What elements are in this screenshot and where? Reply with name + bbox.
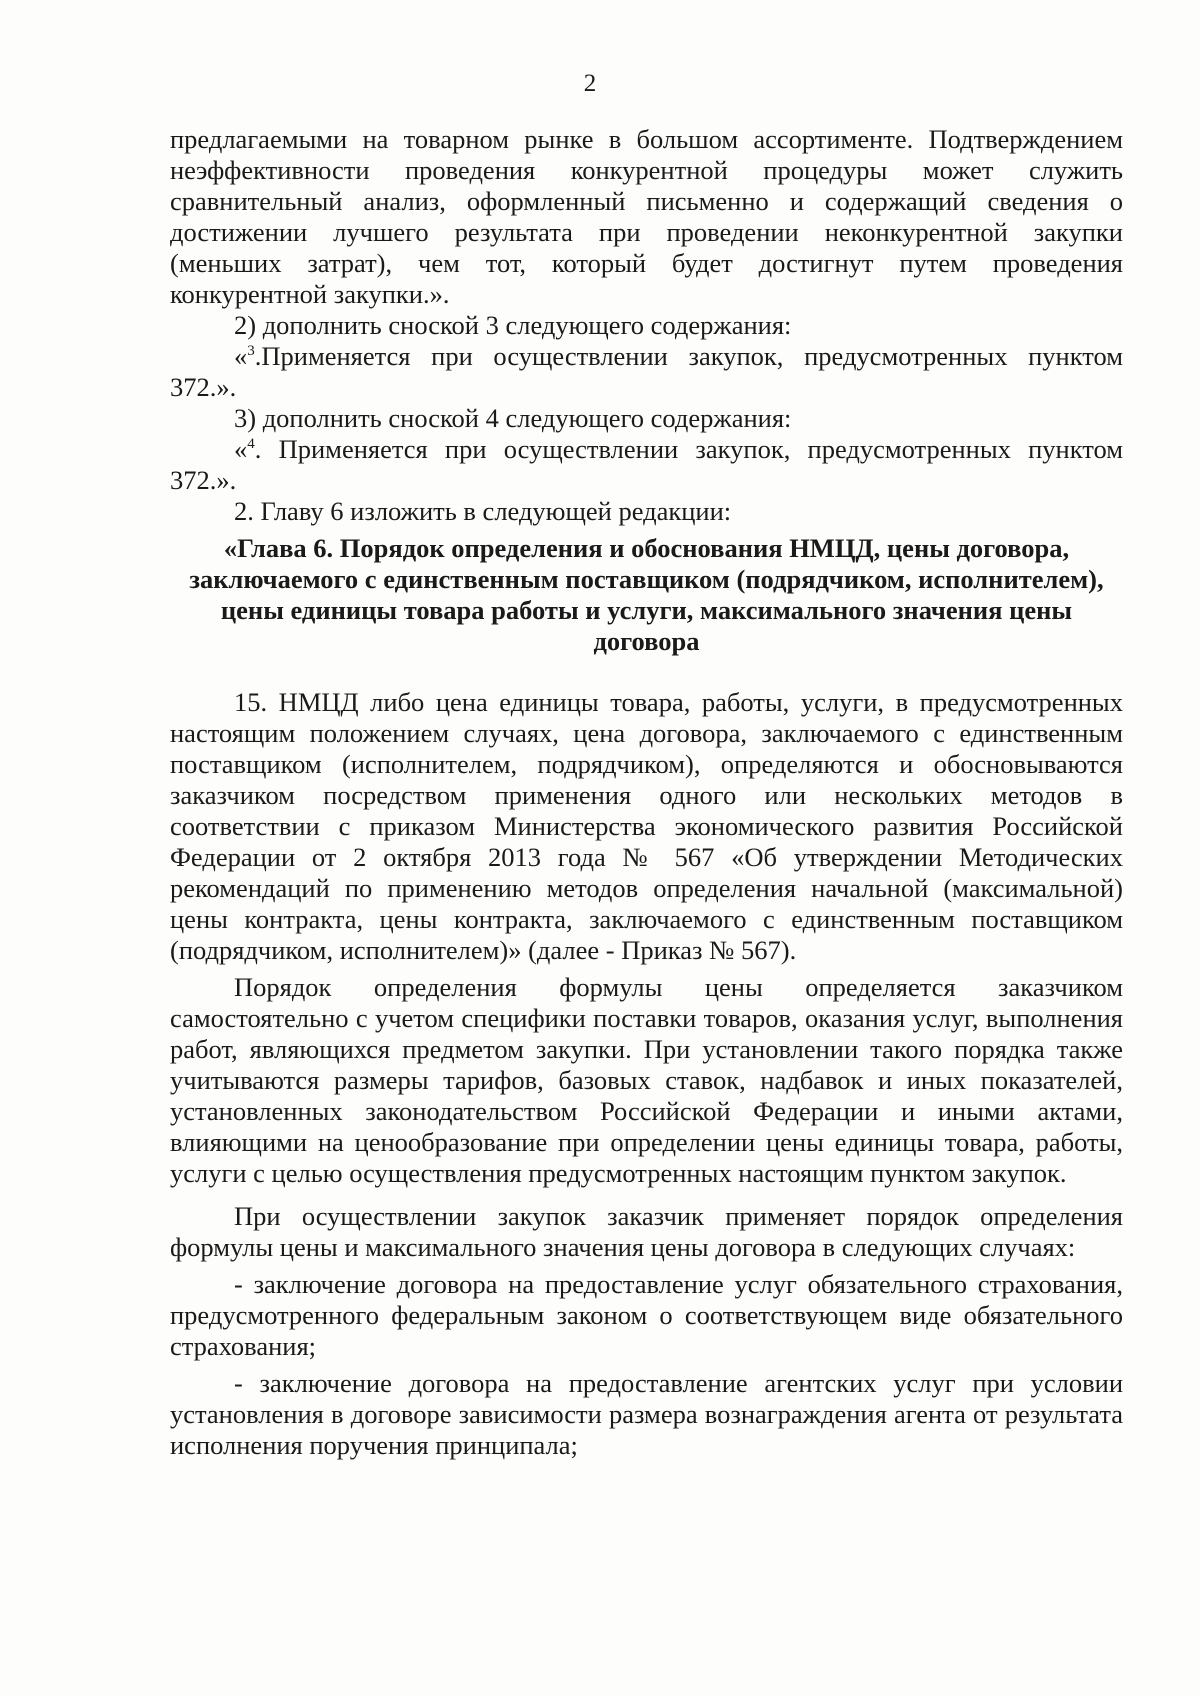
footnote-mark-4: 4	[247, 436, 255, 453]
list-item-insurance: - заключение договора на предоставление услуг обязательного страхования, предусмотренного федеральным законом о соответствующем виде обязательного страхования;	[170, 1269, 1123, 1361]
paragraph-footnote-3	[170, 341, 1123, 403]
paragraph-cases-intro: При осуществлении закупок заказчик применяет порядок определения формулы цены и максимального значения цены договора в следующих случаях:	[170, 1201, 1123, 1262]
paragraph-chapter-intro: 2. Главу 6 изложить в следующей редакции:	[234, 496, 732, 526]
chapter-heading: «Глава 6. Порядок определения и обоснования НМЦД, цены договора, заключаемого с единственным поставщиком (подрядчиком, исполнителем), цены единицы товара работы и услуги, максимального значения цены договора	[189, 533, 1104, 656]
footnote-mark-3: 3	[247, 343, 255, 360]
footnote-4-text: . Применяется при осуществлении закупок, предусмотренных пунктом 372.».	[170, 434, 1123, 495]
document-body	[170, 124, 1123, 1461]
paragraph-15: 15. НМЦД либо цена единицы товара, работы, услуги, в предусмотренных настоящим положением случаях, цена договора, заключаемого с единственным поставщиком (исполнителем, подрядчиком), определяются и обосновываются заказчиком посредством применения одного или нескольких методов в соответствии с приказом Министерства экономического развития Российской Федерации от 2 октября 2013 года № 567 «Об утверждении Методических рекомендаций по применению методов определения начальной (максимальной) цены контракта, цены контракта, заключаемого с единственным поставщиком (подрядчиком, исполнителем)» (далее - Приказ № 567).	[170, 687, 1123, 965]
paragraph-item-2: 2) дополнить сноской 3 следующего содержания:	[234, 310, 792, 340]
paragraph-continuation: предлагаемыми на товарном рынке в большом ассортименте. Подтверждением неэффективности проведения конкурентной процедуры может служить сравнительный анализ, оформленный письменно и содержащий сведения о достижении лучшего результата при проведении неконкурентной закупки (меньших затрат), чем тот, который будет достигнут путем проведения конкурентной закупки.».	[170, 124, 1123, 309]
footnote-3-text: .Применяется при осуществлении закупок, предусмотренных пунктом 372.».	[170, 341, 1123, 402]
list-item-agency: - заключение договора на предоставление агентских услуг при условии установления в договоре зависимости размера вознаграждения агента от результата исполнения поручения принципала;	[170, 1368, 1123, 1460]
footnote-open-quote: «	[234, 341, 248, 371]
paragraph-item-3: 3) дополнить сноской 4 следующего содержания:	[234, 403, 792, 433]
footnote-open-quote: «	[234, 434, 248, 464]
paragraph-formula-order: Порядок определения формулы цены определяется заказчиком самостоятельно с учетом специфики поставки товаров, оказания услуг, выполнения работ, являющихся предметом закупки. При установлении такого порядка также учитываются размеры тарифов, базовых ставок, надбавок и иных показателей, установленных законодательством Российской Федерации и иными актами, влияющими на ценообразование при определении цены единицы товара, работы, услуги с целью осуществления предусмотренных настоящим пунктом закупок.	[170, 972, 1123, 1188]
paragraph-footnote-4	[170, 434, 1123, 496]
page-number: 2	[583, 70, 597, 97]
